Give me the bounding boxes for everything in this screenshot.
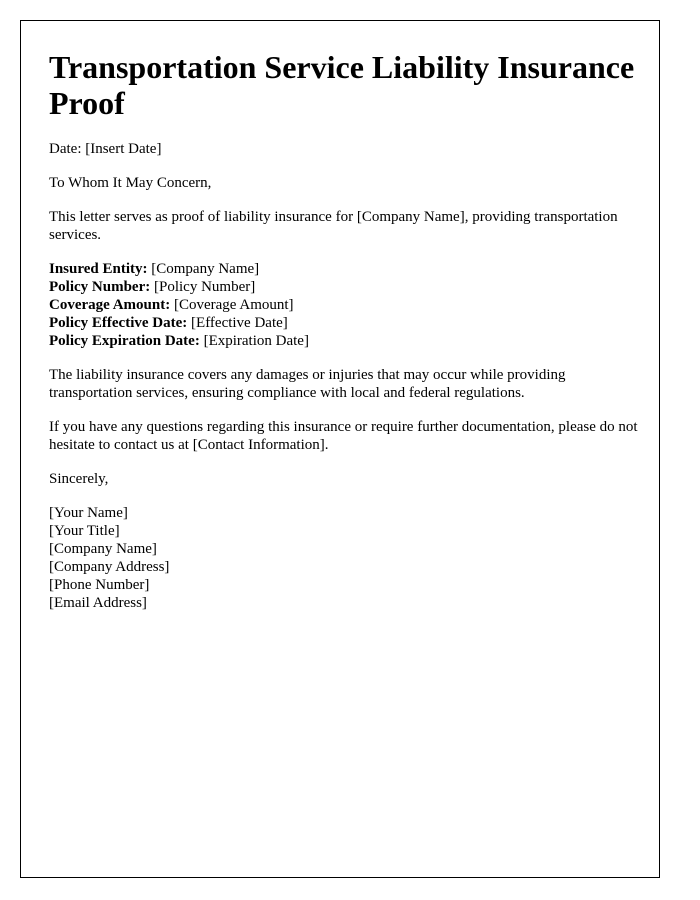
detail-policy-number xyxy=(49,278,639,296)
date-line: Date: [Insert Date] xyxy=(49,141,162,157)
detail-value: [Coverage Amount] xyxy=(170,297,294,313)
signature-name: [Your Name] xyxy=(49,505,128,521)
detail-coverage-amount xyxy=(49,296,639,314)
detail-effective-date xyxy=(49,314,639,332)
letter-page xyxy=(20,20,660,878)
signature-phone: [Phone Number] xyxy=(49,577,150,593)
detail-insured-entity xyxy=(49,260,639,278)
contact-paragraph: If you have any questions regarding this insurance or require further documentation, please do not hesitate to contact us at [Contact Information]. xyxy=(49,419,638,453)
signature-block xyxy=(49,504,639,612)
salutation: To Whom It May Concern, xyxy=(49,175,212,191)
signature-email: [Email Address] xyxy=(49,595,147,611)
detail-value: [Policy Number] xyxy=(150,279,256,295)
signature-title: [Your Title] xyxy=(49,523,120,539)
letter-title: Transportation Service Liability Insurance Proof xyxy=(49,49,635,121)
detail-value: [Expiration Date] xyxy=(199,333,309,349)
detail-label: Policy Effective Date: xyxy=(49,315,188,331)
closing: Sincerely, xyxy=(49,471,109,487)
detail-label: Policy Number: xyxy=(49,279,151,295)
detail-value: [Effective Date] xyxy=(187,315,288,331)
detail-label: Coverage Amount: xyxy=(49,297,171,313)
signature-company: [Company Name] xyxy=(49,541,157,557)
detail-value: [Company Name] xyxy=(147,261,260,277)
detail-label: Policy Expiration Date: xyxy=(49,333,200,349)
policy-details xyxy=(49,260,639,350)
signature-address: [Company Address] xyxy=(49,559,170,575)
coverage-paragraph: The liability insurance covers any damages or injuries that may occur while providing transportation services, ensuring compliance with local and federal regulations. xyxy=(49,367,566,401)
intro-paragraph: This letter serves as proof of liability insurance for [Company Name], providing transportation services. xyxy=(49,209,618,243)
letter-content xyxy=(49,49,639,612)
detail-expiration-date xyxy=(49,332,639,350)
detail-label: Insured Entity: xyxy=(49,261,148,277)
